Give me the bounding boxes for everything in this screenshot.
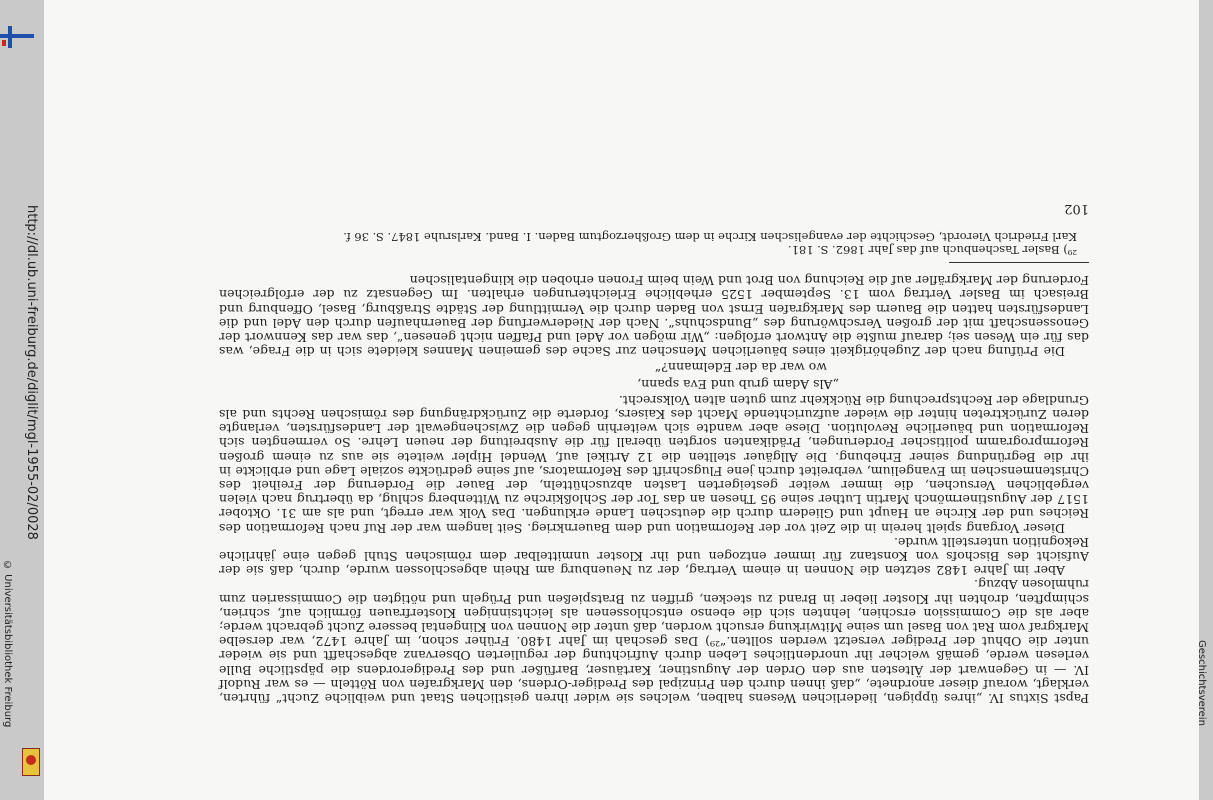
- footnote-1: ²⁹) Basler Taschenbuch auf das Jahr 1862. S. 181.: [787, 242, 1077, 257]
- institution-label: Geschichtsverein: [1196, 640, 1207, 726]
- footnote-divider: [949, 262, 1089, 263]
- copyright-notice: © Universitätsbibliothek Freiburg: [2, 560, 13, 728]
- paragraph-4: Die Prüfung nach der Zugehörigkeit eines bäuerlichen Menschen zur Sache des gemeinen Mannes kleidete sich in die Frage, was das für ein Wesen sei; darauf mußte die Antwort erfolgen: „Wir mögen vor Adel und Pfaffen nicht genesen“, das war das Kennwort der Genossenschaft mit der großen Verschwörung des „Bundschuhs“. Nach der Niederwerfung der Bauernhaufen durch den Adel und die Landesfürsten hatten die Bauern des Markgrafen Ernst von Baden durch die Vermittlung der Städte Straßburg, Basel, Offenburg und Breisach im Basler Vertrag vom 13. September 1525 erhebliche Erleichterungen erhalten. Im Gegensatz zu der erfolgreichen Forderung der Markgräfler auf die Reichung von Brot und Wein beim Fronen erhoben die klingentalischen: [219, 273, 1089, 360]
- main-text: [219, 201, 1089, 705]
- verse-line-2: wo war da der Edelmann?“: [654, 360, 827, 376]
- source-url[interactable]: http://dl.ub.uni-freiburg.de/diglit/mgl-1955-02/0028: [24, 205, 39, 540]
- scanned-page: [44, 0, 1199, 800]
- paragraph-2: Aber im Jahre 1482 setzten die Nonnen in einem Vertrag, der zu Neuenburg am Rhein abgeschlossen wurde, durch, daß sie der Aufsicht des Bischofs von Konstanz für immer entzogen und ihr Kloster unmittelbar dem römischen Stuhl gegen eine jährliche Rekognition unterstellt wurde.: [219, 534, 1089, 579]
- rotated-content: [44, 0, 1199, 800]
- paragraph-3: Dieser Vorgang spielt herein in die Zeit vor der Reformation und dem Bauernkrieg. Seit langem war der Ruf nach Reformation des Reiches und der Kirche an Haupt und Gliedern durch die deutschen Lande erklungen. Das Volk war erregt, und als am 31. Oktober 1517 der Augustinermönch Martin Luther seine 95 Thesen an das Tor der Schloßkirche zu Wittenberg schlug, da übertrug nach vielen vergeblichen Versuchen, die immer weiter gesteigerten Lasten abzuschütteln, der Bauer die Forderung der Freiheit des Christenmenschen im Evangelium, verbreitet durch jene Flugschrift des Reformators, auf seine gedrückte soziale Lage und erblickte in ihr die Begründung seiner Erhebung. Die Allgäuer stellten die 12 Artikel auf, Wendel Hipler weitete sie aus zu einem großen Reformprogramm politischer Forderungen, Prädikanten sorgten überall für die Ausbreitung der neuen Lehre. So vermengten sich Reformation und bäuerliche Revolution. Diese aber wandte sich weiterhin gegen die Zwischengewalt der Landesfürsten, verlangte deren Zurücktreten hinter die wieder aufzurichtende Macht des Kaisers, forderte die Zurückdrängung des römischen Rechts und als Grundlage der Rechtsprechung die Rückkehr zum guten alten Volksrecht.: [219, 392, 1089, 536]
- coat-of-arms-icon: [22, 748, 40, 776]
- footnote-2: Karl Friedrich Vierordt, Geschichte der evangelischen Kirche in dem Großherzogtum Baden. I. Band. Karlsruhe 1847. S. 36 f.: [343, 229, 1077, 244]
- verse-line-1: „Als Adam grub und Eva spann,: [637, 376, 839, 392]
- library-logo-icon: [0, 26, 34, 48]
- paragraph-1: Papst Sixtus IV. „ihres üppigen, liederlichen Wesens halben, welches sie wider ihren geistlichen Staat und weibliche Zucht“ führten, verklagt, worauf dieser anordnete, „daß ihnen durch den Prinzipal des Prediger-Ordens, den Markgrafen von Rötteln — es war Rudolf IV. — in Gegenwart der Ältesten aus den Orden der Augustiner, Kartäuser, Barfüßer und des Predigerordens die päpstliche Bulle verlesen werde, gemäß welcher ihr unordentliches Leben durch Aufrichtung der regulierten Observanz abgeschafft und sie wieder unter die Obhut der Prediger versetzt werden sollten.“²⁹) Das geschah im Jahr 1480. Früher schon, im Jahre 1472, war derselbe Markgraf vom Rat von Basel um seine Mitwirkung ersucht worden, daß unter die Nonnen von Klingental bessere Zucht gebracht werde; aber als die Commission erschien, lehnten sich die ebenso entschlossenen als leichtsinnigen Klosterfrauen förmlich auf, schrien, schimpften, drohten ihr Kloster lieber in Brand zu stecken, griffen zu Bratspießen und Prügeln und nötigten die Commissarien zum ruhmlosen Abzug.: [219, 577, 1089, 706]
- page-number: 102: [1064, 201, 1089, 217]
